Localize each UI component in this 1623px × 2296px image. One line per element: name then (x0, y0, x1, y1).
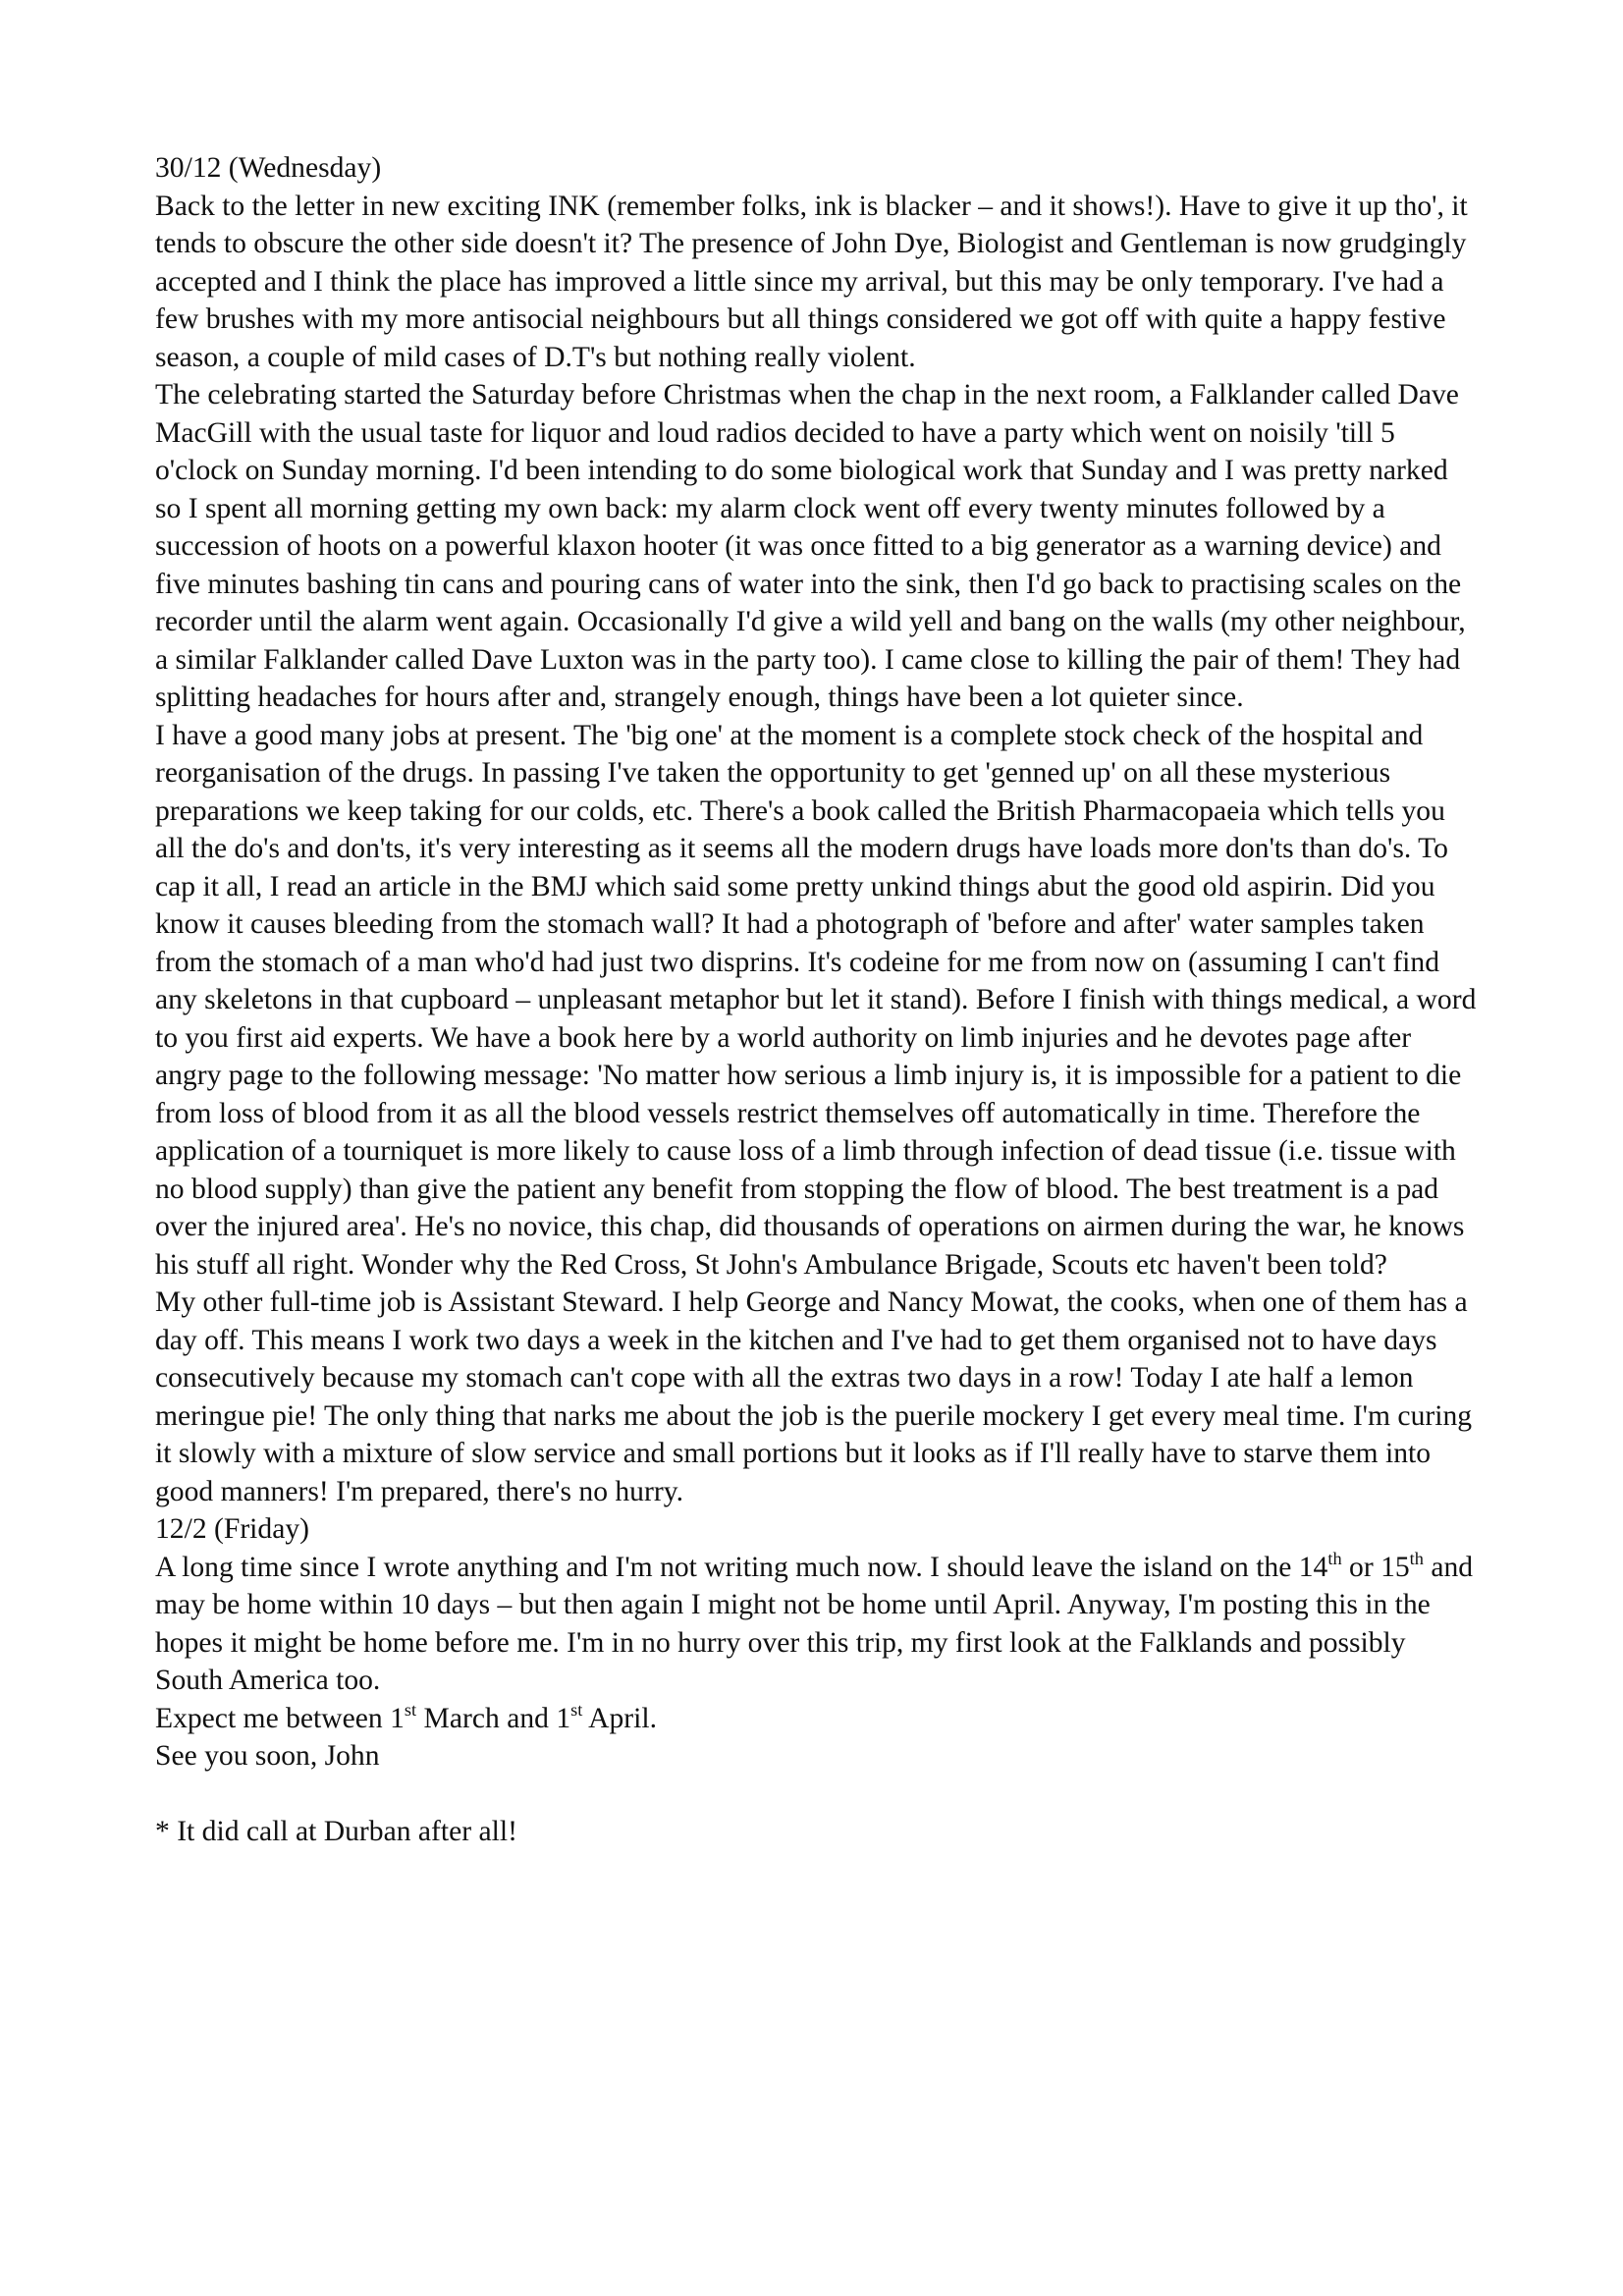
text-run: and may be home within 10 days – but then again I might not be home until April. Anyway, I'm posting this in the hopes it might be home before me. I'm in no hurry over this trip, my first look at the Falklands and possibly South America too. (155, 1551, 1474, 1696)
spacer (155, 1776, 1481, 1814)
entry-paragraph: Back to the letter in new exciting INK (remember folks, ink is blacker – and it shows!). Have to give it up tho', it tends to obscure the other side doesn't it? The presence of John Dye, Biologist and Gentleman is now grudgingly accepted and I think the place has improved a little since my arrival, but this may be only temporary. I've had a few brushes with my more antisocial neighbours but all things considered we got off with quite a happy festive season, a couple of mild cases of D.T's but nothing really violent. (155, 190, 1468, 373)
entry-paragraph: The celebrating started the Saturday before Christmas when the chap in the next room, a Falklander called Dave MacGill with the usual taste for liquor and loud radios decided to have a party which went on noisily 'till 5 o'clock on Sunday morning. I'd been intending to do some biological work that Sunday and I was pretty narked so I spent all morning getting my own back: my alarm clock went off every twenty minutes followed by a succession of hoots on a powerful klaxon hooter (it was once fitted to a big generator as a warning device) and five minutes bashing tin cans and pouring cans of water into the sink, then I'd go back to practising scales on the recorder until the alarm went again. Occasionally I'd give a wild yell and bang on the walls (my other neighbour, a similar Falklander called Dave Luxton was in the party too). I came close to killing the pair of them! They had splitting headaches for hours after and, strangely enough, things have been a lot quieter since. (155, 379, 1466, 713)
ordinal-suffix: st (570, 1699, 583, 1720)
entry-date: 30/12 (Wednesday) (155, 152, 382, 184)
letter-page (155, 149, 1481, 1851)
text-run: or (1341, 1551, 1381, 1583)
text-run: Expect me between (155, 1702, 391, 1734)
signoff: See you soon, John (155, 1740, 380, 1772)
ordinal-suffix: st (404, 1699, 417, 1720)
entry-date: 12/2 (Friday) (155, 1513, 309, 1545)
text-run: April. (582, 1702, 658, 1734)
day-number: 1 (390, 1702, 405, 1734)
day-number: 15 (1380, 1551, 1410, 1583)
text-run: March and (416, 1702, 557, 1734)
day-number: 1 (556, 1702, 571, 1734)
ordinal-suffix: th (1327, 1548, 1342, 1568)
day-number: 14 (1298, 1551, 1328, 1583)
entry-paragraph: My other full-time job is Assistant Steward. I help George and Nancy Mowat, the cooks, when one of them has a day off. This means I work two days a week in the kitchen and I've had to get them organised not to have days consecutively because my stomach can't cope with all the extras two days in a row! Today I ate half a lemon meringue pie! The only thing that narks me about the job is the puerile mockery I get every meal time. I'm curing it slowly with a mixture of slow service and small portions but it looks as if I'll really have to starve them into good manners! I'm prepared, there's no hurry. (155, 1286, 1473, 1507)
entry-paragraph: I have a good many jobs at present. The 'big one' at the moment is a complete stock check of the hospital and reorganisation of the drugs. In passing I've taken the opportunity to get 'genned up' on all these mysterious preparations we keep taking for our colds, etc. There's a book called the British Pharmacopaeia which tells you all the do's and don'ts, it's very interesting as it seems all the modern drugs have loads more don'ts than do's. To cap it all, I read an article in the BMJ which said some pretty unkind things abut the good old aspirin. Did you know it causes bleeding from the stomach wall? It had a photograph of 'before and after' water samples taken from the stomach of a man who'd had just two disprins. It's codeine for me from now on (assuming I can't find any skeletons in that cupboard – unpleasant metaphor but let it stand). Before I finish with things medical, a word to you first aid experts. We have a book here by a world authority on limb injuries and he devotes page after angry page to the following message: 'No matter how serious a limb injury is, it is impossible for a patient to die from loss of blood from it as all the blood vessels restrict themselves off automatically in time. Therefore the application of a tourniquet is more likely to cause loss of a limb through infection of dead tissue (i.e. tissue with no blood supply) than give the patient any benefit from stopping the flow of blood. The best treatment is a pad over the injured area'. He's no novice, this chap, did thousands of operations on airmen during the war, he knows his stuff all right. Wonder why the Red Cross, St John's Ambulance Brigade, Scouts etc haven't been told? (155, 719, 1477, 1281)
entry-paragraph (155, 1700, 1481, 1738)
entry-paragraph (155, 1549, 1481, 1700)
footnote: * It did call at Durban after all! (155, 1816, 517, 1847)
ordinal-suffix: th (1409, 1548, 1424, 1568)
text-run: A long time since I wrote anything and I'm not writing much now. I should leave the island on the (155, 1551, 1299, 1583)
